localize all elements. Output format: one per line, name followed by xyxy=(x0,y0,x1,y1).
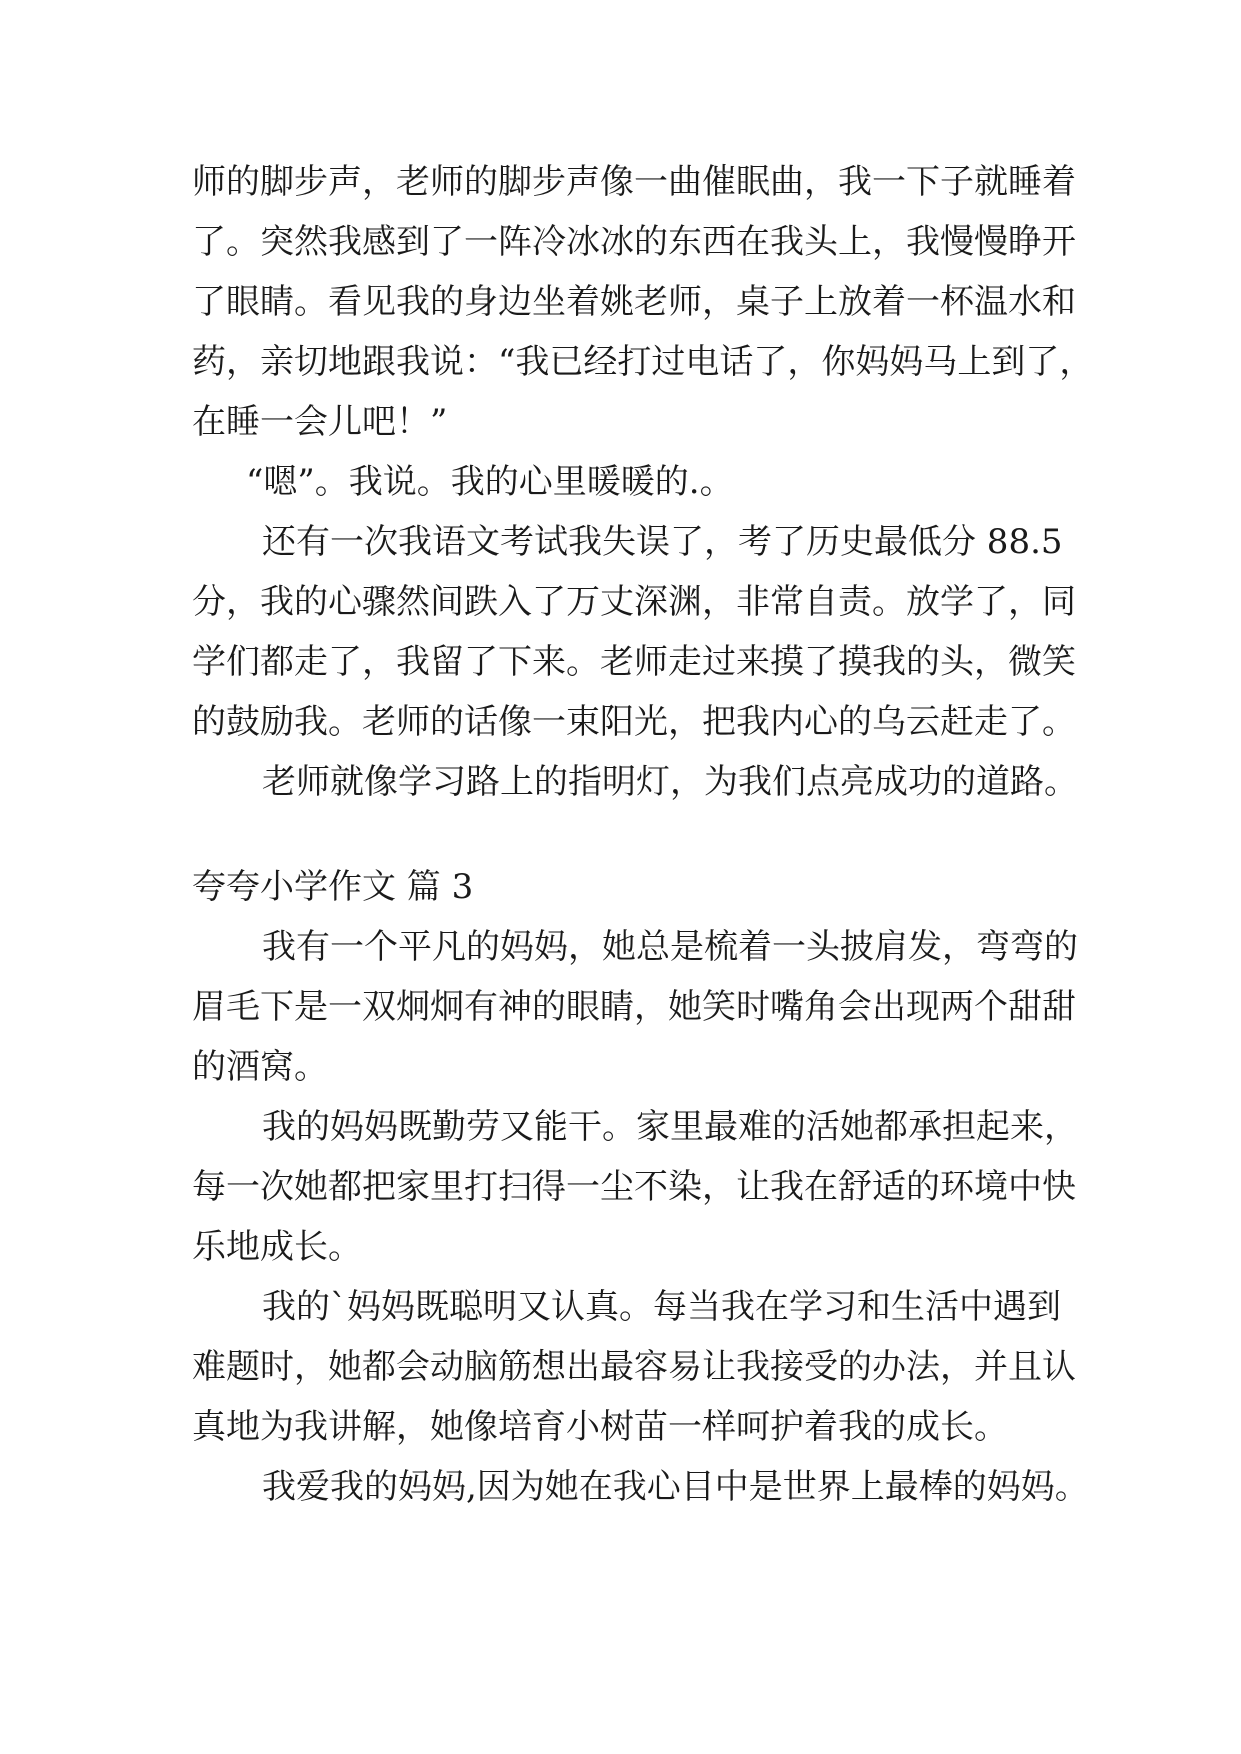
section-heading: 夸夸小学作文 篇 3 xyxy=(192,867,474,907)
paragraph-line: 我的`妈妈既聪明又认真。每当我在学习和生活中遇到 xyxy=(262,1287,1061,1327)
paragraph-line: 学们都走了，我留了下来。老师走过来摸了摸我的头，微笑 xyxy=(192,642,1076,682)
paragraph-line: 我有一个平凡的妈妈，她总是梳着一头披肩发，弯弯的 xyxy=(262,927,1078,967)
paragraph-line: 难题时，她都会动脑筋想出最容易让我接受的办法，并且认 xyxy=(192,1347,1076,1387)
paragraph-line: 还有一次我语文考试我失误了，考了历史最低分 88.5 xyxy=(262,522,1063,562)
paragraph-line: “嗯”。我说。我的心里暖暖的.。 xyxy=(246,462,734,502)
paragraph-line: 真地为我讲解，她像培育小树苗一样呵护着我的成长。 xyxy=(192,1407,1008,1447)
paragraph-line: 了眼睛。看见我的身边坐着姚老师，桌子上放着一杯温水和 xyxy=(192,282,1076,322)
paragraph-line: 师的脚步声，老师的脚步声像一曲催眠曲，我一下子就睡着 xyxy=(192,162,1076,202)
paragraph-line: 老师就像学习路上的指明灯，为我们点亮成功的道路。 xyxy=(262,762,1078,802)
paragraph-line: 每一次她都把家里打扫得一尘不染，让我在舒适的环境中快 xyxy=(192,1167,1076,1207)
paragraph-line: 分，我的心骤然间跌入了万丈深渊，非常自责。放学了，同 xyxy=(192,582,1076,622)
paragraph-line: 眉毛下是一双炯炯有神的眼睛，她笑时嘴角会出现两个甜甜 xyxy=(192,987,1076,1027)
paragraph-line: 在睡一会儿吧！” xyxy=(192,402,448,442)
paragraph-line: 我爱我的妈妈,因为她在我心目中是世界上最棒的妈妈。 xyxy=(262,1467,1089,1507)
paragraph-line: 药，亲切地跟我说：“我已经打过电话了，你妈妈马上到了， xyxy=(192,342,1094,382)
paragraph-line: 的酒窝。 xyxy=(192,1047,328,1087)
paragraph-line: 我的妈妈既勤劳又能干。家里最难的活她都承担起来， xyxy=(262,1107,1078,1147)
paragraph-line: 乐地成长。 xyxy=(192,1227,362,1267)
paragraph-line: 的鼓励我。老师的话像一束阳光，把我内心的乌云赶走了。 xyxy=(192,702,1076,742)
paragraph-line: 了。突然我感到了一阵冷冰冰的东西在我头上，我慢慢睁开 xyxy=(192,222,1076,262)
